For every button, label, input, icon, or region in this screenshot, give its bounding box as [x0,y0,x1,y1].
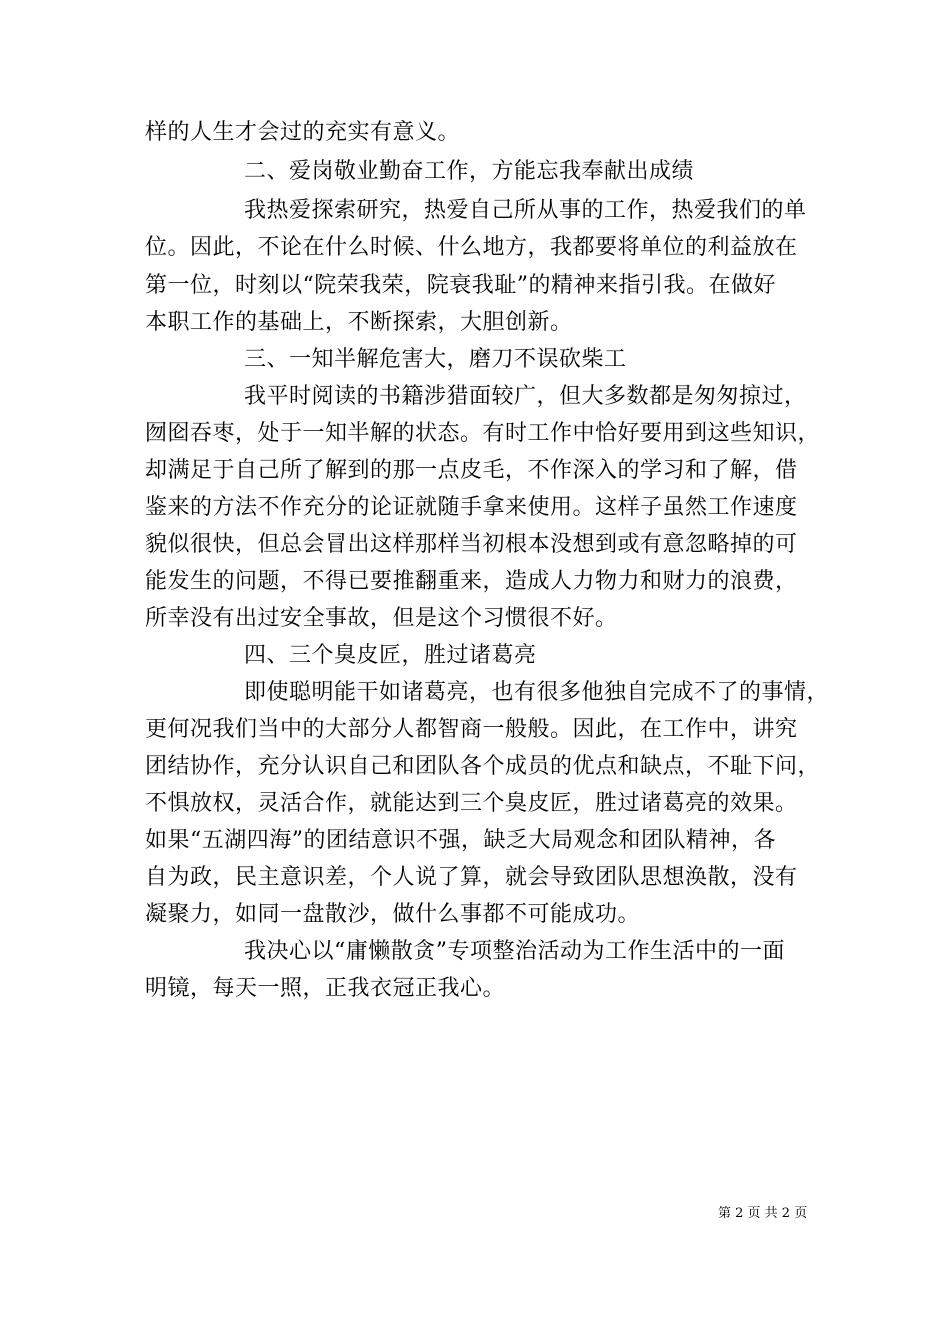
text-line: 本职工作的基础上，不断探索，大胆创新。 [145,310,573,335]
text-line: 样的人生才会过的充实有意义。 [145,120,461,145]
text-line: 第一位，时刻以“院荣我荣，院衰我耻”的精神来指引我。在做好 [145,273,776,298]
text-line: 不惧放权，灵活合作，就能达到三个臭皮匠，胜过诸葛亮的效果。 [145,791,798,816]
text-line: 能发生的问题，不得已要推翻重来，造成人力物力和财力的浪费， [145,569,798,594]
text-line: 囫囵吞枣，处于一知半解的状态。有时工作中恰好要用到这些知识， [145,421,821,446]
text-line: 鉴来的方法不作充分的论证就随手拿来使用。这样子虽然工作速度 [145,495,798,520]
text-line: 即使聪明能干如诸葛亮，也有很多他独自完成不了的事情， [244,680,830,705]
text-line: 自为政，民主意识差，个人说了算，就会导致团队思想涣散，没有 [145,865,798,890]
text-line: 却满足于自己所了解到的那一点皮毛，不作深入的学习和了解，借 [145,458,798,483]
section-heading-4: 四、三个臭皮匠，胜过诸葛亮 [244,643,537,668]
text-line: 凝聚力，如同一盘散沙，做什么事都不可能成功。 [145,902,641,927]
section-heading-3: 三、一知半解危害大，磨刀不误砍柴工 [244,347,627,372]
page-number: 第 2 页 共 2 页 [718,1206,808,1221]
text-line: 团结协作，充分认识自己和团队各个成员的优点和缺点，不耻下问， [145,754,821,779]
text-line: 我平时阅读的书籍涉猎面较广，但大多数都是匆匆掠过， [244,384,807,409]
text-line: 所幸没有出过安全事故，但是这个习惯很不好。 [145,606,618,631]
text-line: 我决心以“庸懒散贪”专项整治活动为工作生活中的一面 [244,939,785,964]
text-line: 位。因此，不论在什么时候、什么地方，我都要将单位的利益放在 [145,235,798,260]
section-heading-2: 二、爱岗敬业勤奋工作，方能忘我奉献出成绩 [244,159,695,184]
text-line: 如果“五湖四海”的团结意识不强，缺乏大局观念和团队精神，各 [145,828,776,853]
text-line: 貌似很快，但总会冒出这样那样当初根本没想到或有意忽略掉的可 [145,532,798,557]
text-line: 更何况我们当中的大部分人都智商一般般。因此，在工作中，讲究 [145,717,798,742]
text-line: 明镜，每天一照，正我衣冠正我心。 [145,976,506,1001]
text-line: 我热爱探索研究，热爱自己所从事的工作，热爱我们的单 [244,198,807,223]
